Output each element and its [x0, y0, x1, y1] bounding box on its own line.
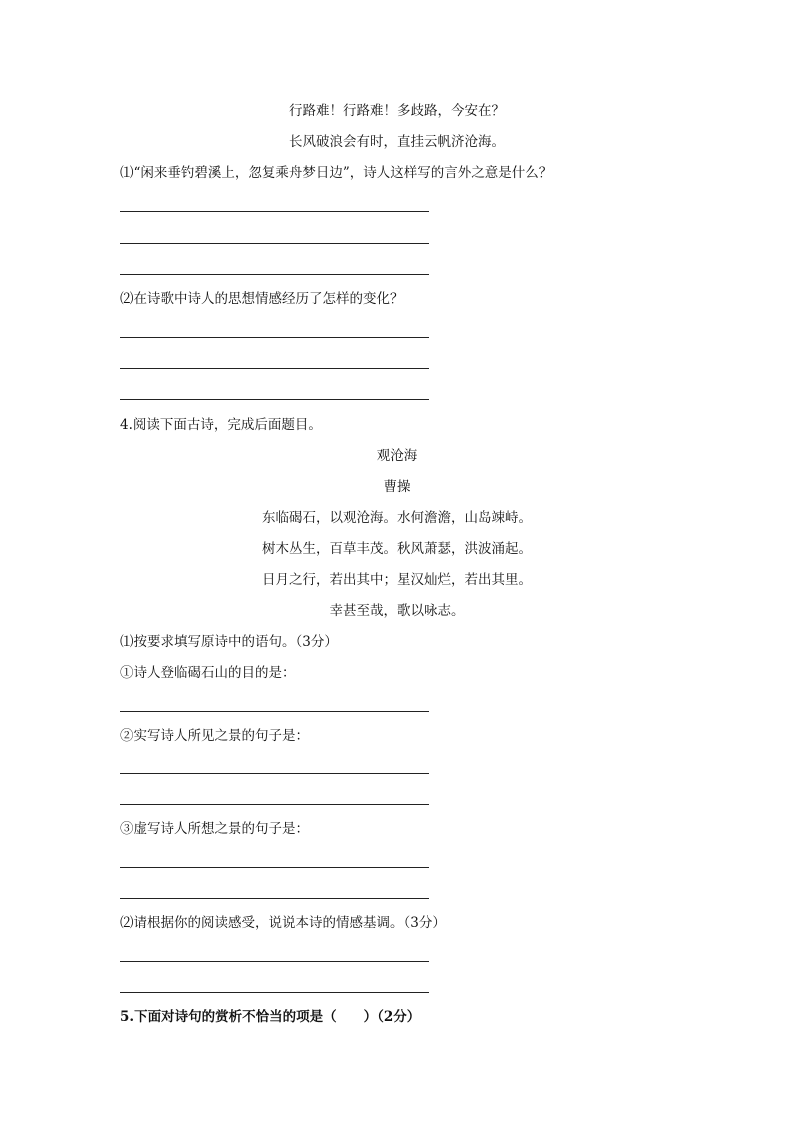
answer-line[interactable] [120, 368, 429, 369]
answer-line[interactable] [120, 274, 429, 275]
poem2-author: 曹操 [383, 479, 411, 495]
q4-subquestion-1a: ①诗人登临碣石山的目的是： [120, 665, 296, 681]
answer-line[interactable] [120, 399, 429, 400]
answer-line[interactable] [120, 337, 429, 338]
answer-line[interactable] [120, 867, 429, 868]
q4-stem: 4.阅读下面古诗，完成后面题目。 [120, 417, 322, 433]
answer-line[interactable] [120, 711, 429, 712]
q5-stem: 5.下面对诗句的赏析不恰当的项是（ ）（2分） [120, 1009, 421, 1025]
answer-line[interactable] [120, 243, 429, 244]
poem1-line-1: 行路难！行路难！多歧路，今安在？ [289, 103, 505, 119]
poem2-line-2: 树木丛生，百草丰茂。秋风萧瑟，洪波涌起。 [262, 541, 532, 557]
answer-line[interactable] [120, 898, 429, 899]
q4-subquestion-2: ⑵请根据你的阅读感受，说说本诗的情感基调。（3分） [120, 915, 446, 931]
poem2-line-1: 东临碣石，以观沧海。水何澹澹，山岛竦峙。 [262, 510, 532, 526]
poem1-line-2: 长风破浪会有时，直挂云帆济沧海。 [289, 134, 505, 150]
poem2-line-3: 日月之行，若出其中；星汉灿烂，若出其里。 [262, 572, 532, 588]
answer-line[interactable] [120, 961, 429, 962]
answer-line[interactable] [120, 992, 429, 993]
q4-subquestion-1b: ②实写诗人所见之景的句子是： [120, 728, 309, 744]
q3-subquestion-1: ⑴“闲来垂钓碧溪上，忽复乘舟梦日边”，诗人这样写的言外之意是什么？ [120, 165, 553, 181]
q4-subquestion-1: ⑴按要求填写原诗中的语句。（3分） [120, 634, 338, 650]
q3-subquestion-2: ⑵在诗歌中诗人的思想情感经历了怎样的变化？ [120, 291, 404, 307]
poem2-line-4: 幸甚至哉，歌以咏志。 [329, 603, 465, 619]
q4-subquestion-1c: ③虚写诗人所想之景的句子是： [120, 821, 309, 837]
answer-line[interactable] [120, 211, 429, 212]
poem2-title: 观沧海 [376, 448, 418, 464]
answer-line[interactable] [120, 804, 429, 805]
answer-line[interactable] [120, 773, 429, 774]
